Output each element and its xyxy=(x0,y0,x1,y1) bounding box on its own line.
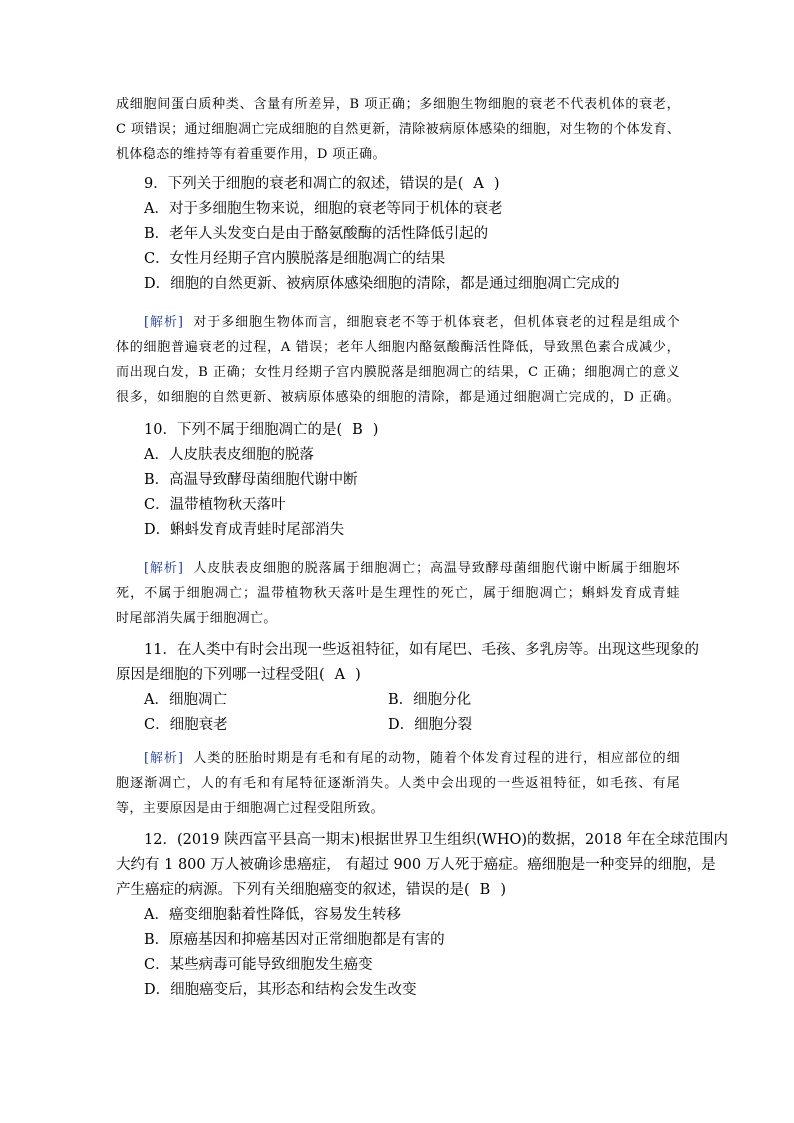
question-stem: 12．(2019 陕西富平县高一期末)根据世界卫生组织(WHO)的数据，2018 年在全球范围内 xyxy=(144,832,729,848)
analysis-line: 成细胞间蛋白质种类、含量有所差异，B 项正确；多细胞生物细胞的衰老不代表机体的衰老， xyxy=(116,97,680,112)
analysis-line: 体的细胞普遍衰老的过程，A 错误；老年人细胞内酪氨酸酶活性降低，导致黑色素合成减少， xyxy=(116,340,680,355)
analysis-9 xyxy=(116,310,680,410)
analysis-line: C 项错误；通过细胞凋亡完成细胞的自然更新，清除被病原体感染的细胞，对生物的个体发育、 xyxy=(116,122,681,137)
question-10 xyxy=(116,418,680,543)
analysis-line: 而出现白发，B 正确；女性月经期子宫内膜脱落是细胞凋亡的结果，C 正确；细胞凋亡的意义 xyxy=(116,365,680,380)
option-d: D．蝌蚪发育成青蛙时尾部消失 xyxy=(144,522,345,538)
question-stem: 11．在人类中有时会出现一些返祖特征，如有尾巴、毛孩、多乳房等。出现这些现象的 xyxy=(144,642,699,658)
analysis-line: [解析] 人皮肤表皮细胞的脱落属于细胞凋亡；高温导致酵母菌细胞代谢中断属于细胞坏 xyxy=(144,561,680,576)
option-b: B．细胞分化 xyxy=(388,692,472,708)
intro-analysis xyxy=(116,92,680,167)
question-stem: 产生癌症的病源。下列有关细胞癌变的叙述，错误的是( B ) xyxy=(116,882,506,898)
option-a: A．细胞凋亡 xyxy=(144,692,227,708)
analysis-line: [解析] 对于多细胞生物体而言，细胞衰老不等于机体衰老，但机体衰老的过程是组成个 xyxy=(144,315,680,330)
question-stem: 大约有 1 800 万人被确诊患癌症， 有超过 900 万人死于癌症。癌细胞是一种变异的细胞，是 xyxy=(116,857,716,873)
question-stem: 10．下列不属于细胞凋亡的是( B ) xyxy=(144,422,379,438)
question-stem: 原因是细胞的下列哪一过程受阻( A ) xyxy=(116,667,361,683)
option-d: D．细胞分裂 xyxy=(388,717,473,733)
option-c: C．细胞衰老 xyxy=(144,717,228,733)
option-c: C．温带植物秋天落叶 xyxy=(144,497,286,513)
answer-letter: B xyxy=(479,882,491,898)
option-d: D．细胞的自然更新、被病原体感染细胞的清除，都是通过细胞凋亡完成的 xyxy=(144,276,620,292)
option-a: A．人皮肤表皮细胞的脱落 xyxy=(144,447,314,463)
answer-letter: B xyxy=(352,422,363,438)
analysis-10 xyxy=(116,556,680,631)
option-b: B．原癌基因和抑癌基因对正常细胞都是有害的 xyxy=(144,932,445,948)
option-a: A．癌变细胞黏着性降低，容易发生转移 xyxy=(144,907,401,923)
analysis-line: 等，主要原因是由于细胞凋亡过程受阻所致。 xyxy=(116,801,385,816)
options-row xyxy=(116,688,680,713)
analysis-tag: [解析] xyxy=(144,315,184,330)
analysis-line: 胞逐渐凋亡，人的有毛和有尾特征逐渐消失。人类中会出现的一些返祖特征，如毛孩、有尾 xyxy=(116,776,680,791)
analysis-tag: [解析] xyxy=(144,751,184,766)
answer-letter: A xyxy=(473,176,484,192)
question-9 xyxy=(116,172,680,297)
analysis-line: 机体稳态的维持等有着重要作用，D 项正确。 xyxy=(116,147,386,162)
question-11 xyxy=(116,638,699,738)
option-b: B．老年人头发变白是由于酪氨酸酶的活性降低引起的 xyxy=(144,226,489,242)
option-d: D．细胞癌变后，其形态和结构会发生改变 xyxy=(144,982,417,998)
option-a: A．对于多细胞生物来说，细胞的衰老等同于机体的衰老 xyxy=(144,201,503,217)
question-stem: 9．下列关于细胞的衰老和凋亡的叙述，错误的是( A ) xyxy=(144,176,500,192)
analysis-11 xyxy=(116,746,680,821)
analysis-tag: [解析] xyxy=(144,561,184,576)
option-b: B．高温导致酵母菌细胞代谢中断 xyxy=(144,472,358,488)
answer-letter: A xyxy=(334,667,346,683)
options-row xyxy=(116,713,680,738)
analysis-line: [解析] 人类的胚胎时期是有毛和有尾的动物，随着个体发育过程的进行，相应部位的细 xyxy=(144,751,680,766)
analysis-line: 很多，如细胞的自然更新、被病原体感染的细胞的清除，都是通过细胞凋亡完成的，D 正确。 xyxy=(116,390,680,405)
analysis-line: 死，不属于细胞凋亡；温带植物秋天落叶是生理性的死亡，属于细胞凋亡；蝌蚪发育成青蛙 xyxy=(116,586,680,601)
question-12 xyxy=(116,828,729,1003)
option-c: C．女性月经期子宫内膜脱落是细胞凋亡的结果 xyxy=(144,251,446,267)
option-c: C．某些病毒可能导致细胞发生癌变 xyxy=(144,957,373,973)
analysis-line: 时尾部消失属于细胞凋亡。 xyxy=(116,611,277,626)
